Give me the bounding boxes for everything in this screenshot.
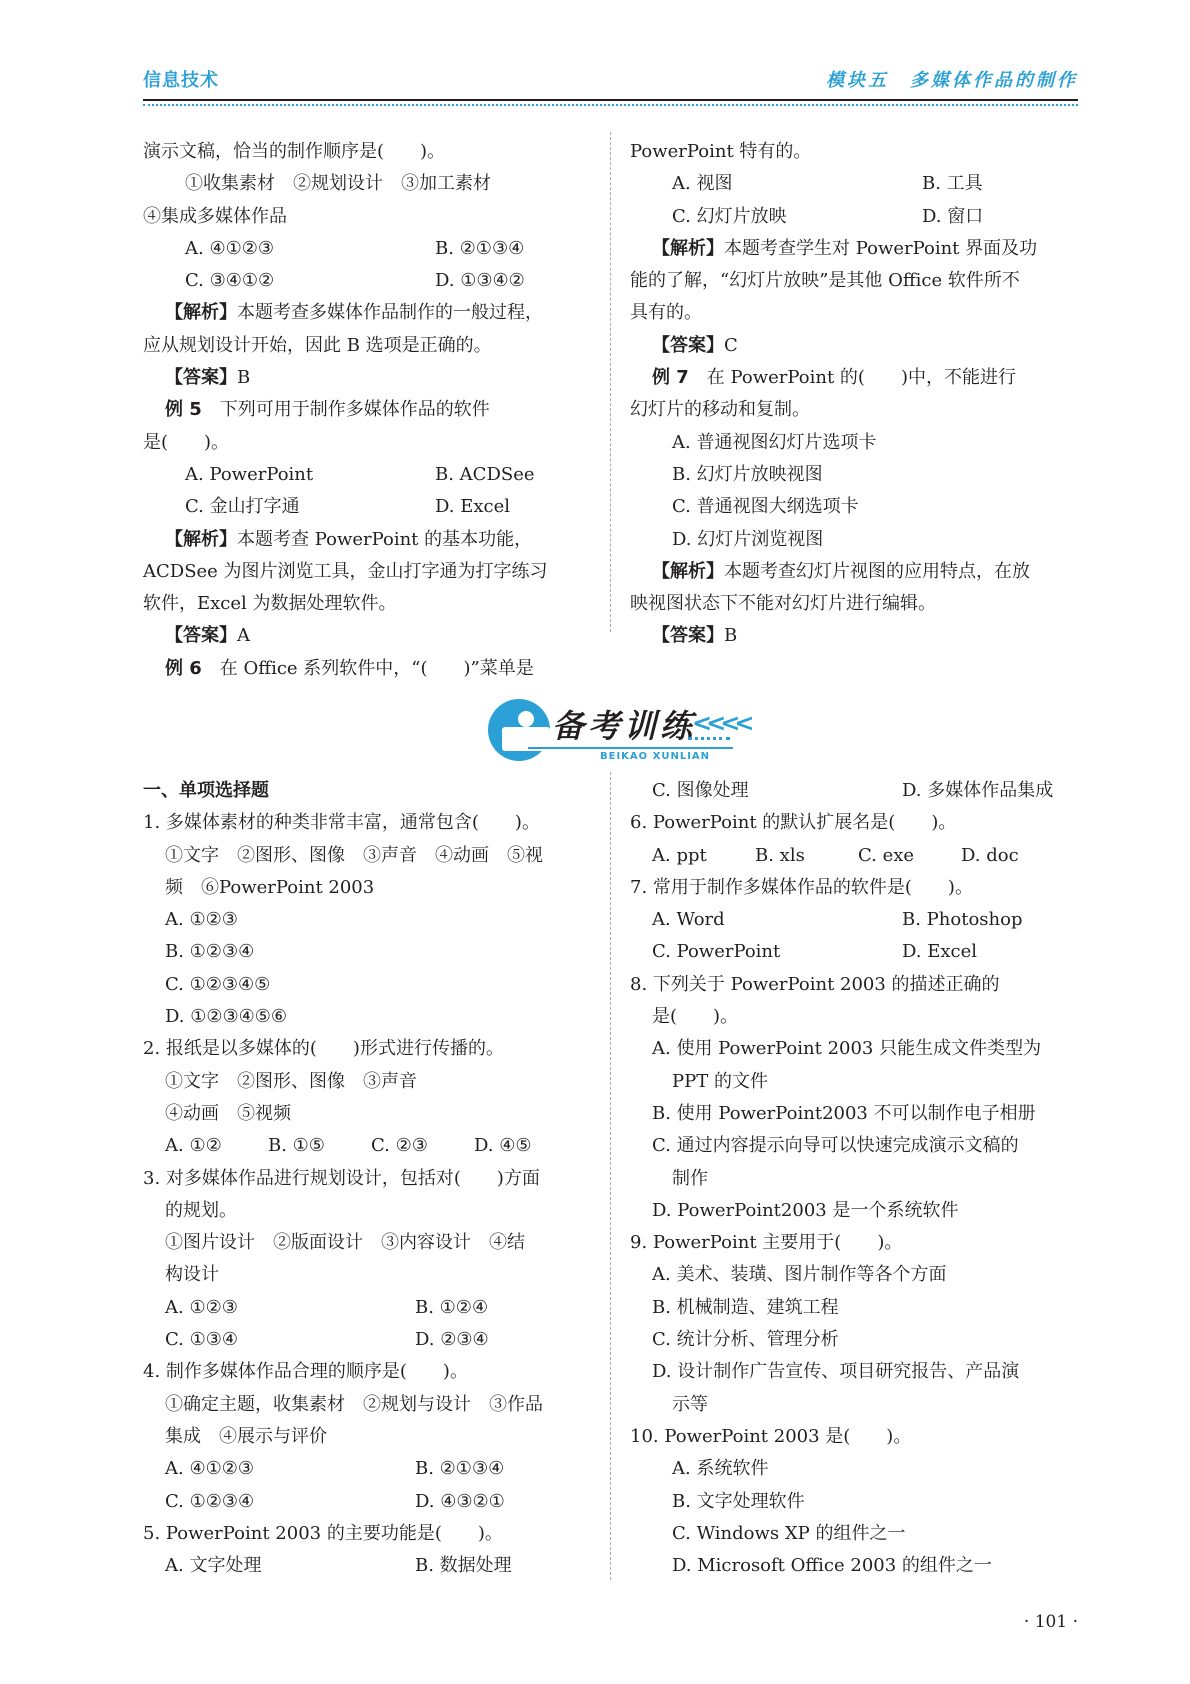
option: D. ④⑤ [474, 1135, 532, 1157]
option-cont: PPT 的文件 [672, 1070, 768, 1092]
question-items: ④动画 ⑤视频 [165, 1102, 291, 1124]
answer-value: A [237, 625, 250, 647]
option: C. ①②③④⑤ [165, 973, 271, 995]
chevron-left-icon: <<<< [692, 709, 749, 737]
question-8: 8. 下列关于 PowerPoint 2003 的描述正确的 [630, 973, 1000, 995]
option: C. 金山打字通 [185, 496, 300, 518]
option-cont: 示等 [672, 1393, 708, 1415]
option: B. Photoshop [902, 909, 1023, 931]
option: D. 设计制作广告宣传、项目研究报告、产品演 [652, 1361, 1020, 1383]
option: B. 机械制造、建筑工程 [652, 1296, 839, 1318]
example-label: 例 5 [165, 399, 202, 421]
banner-underline [528, 747, 733, 749]
answer-line [630, 330, 1080, 362]
question-7: 7. 常用于制作多媒体作品的软件是( )。 [630, 876, 973, 898]
option: A. ④①②③ [165, 1458, 254, 1480]
question-items: 频 ⑥PowerPoint 2003 [165, 876, 375, 898]
option-row [630, 840, 1080, 872]
option-row [630, 936, 1080, 968]
option: A. 普通视图幻灯片选项卡 [672, 431, 877, 453]
answer-line [630, 620, 1080, 652]
text-line: PowerPoint 特有的。 [630, 141, 812, 162]
option-row [143, 1292, 593, 1324]
text-line: 具有的。 [630, 302, 702, 324]
book-apple-logo-icon [488, 699, 550, 761]
analysis-line [143, 524, 593, 556]
question-items: 构设计 [165, 1264, 219, 1286]
option: A. PowerPoint [185, 463, 314, 485]
answer-tag: 【答案】 [165, 625, 237, 647]
option-row [143, 491, 593, 523]
header-subject: 信息技术 [143, 70, 219, 91]
analysis-tag: 【解析】 [165, 528, 237, 550]
question-2: 2. 报纸是以多媒体的( )形式进行传播的。 [143, 1038, 504, 1060]
option: D. 多媒体作品集成 [902, 780, 1054, 801]
text-line: 应从规划设计开始，因此 B 选项是正确的。 [143, 334, 492, 356]
analysis-tag: 【解析】 [165, 302, 237, 324]
column-divider-lower [610, 772, 611, 1580]
option: A. ④①②③ [185, 237, 274, 259]
option: B. 文字处理软件 [672, 1490, 805, 1512]
example-label: 例 7 [652, 367, 689, 389]
example-text: 在 PowerPoint 的( )中，不能进行 [688, 367, 1016, 389]
option-cont: 制作 [672, 1167, 708, 1189]
option: B. 幻灯片放映视图 [672, 463, 823, 485]
option: C. PowerPoint [652, 941, 781, 963]
option: A. 文字处理 [165, 1555, 262, 1577]
option: B. ①②④ [415, 1296, 489, 1318]
option-row [143, 1486, 593, 1518]
question-3-cont: 的规划。 [165, 1199, 237, 1221]
example-line [630, 362, 1080, 394]
option: C. ①②③④ [165, 1490, 255, 1512]
column-divider-upper [610, 132, 611, 632]
option: B. ①⑤ [268, 1135, 325, 1157]
question-8-cont: 是( )。 [652, 1006, 739, 1028]
answer-value: C [724, 334, 738, 356]
answer-value: B [724, 625, 738, 647]
example-text: 在 Office 系列软件中，“( )”菜单是 [201, 657, 534, 679]
option: B. xls [755, 844, 805, 866]
question-4: 4. 制作多媒体作品合理的顺序是( )。 [143, 1361, 468, 1383]
example-text: 下列可用于制作多媒体作品的软件 [201, 399, 490, 421]
lower-left-column [143, 775, 593, 1582]
option-row [143, 1550, 593, 1582]
question-1: 1. 多媒体素材的种类非常丰富，通常包含( )。 [143, 812, 540, 834]
option: A. 视图 [672, 173, 733, 195]
analysis-line [143, 297, 593, 329]
option: D. Excel [902, 941, 978, 963]
upper-right-column [630, 136, 1080, 653]
answer-value: B [237, 367, 251, 389]
text-line: 是( )。 [143, 431, 230, 453]
header-rule [143, 99, 1078, 101]
option: D. PowerPoint2003 是一个系统软件 [652, 1199, 959, 1221]
option: A. ppt [652, 844, 707, 866]
option-row [143, 1130, 593, 1162]
option: D. doc [961, 844, 1019, 866]
question-items: 集成 ④展示与评价 [165, 1425, 327, 1447]
text-line: ACDSee 为图片浏览工具，金山打字通为打字练习 [143, 560, 548, 582]
text-line: 演示文稿，恰当的制作顺序是( )。 [143, 141, 446, 162]
option: A. Word [652, 909, 725, 931]
option: D. 幻灯片浏览视图 [672, 528, 824, 550]
page-number: · 101 · [1023, 1612, 1078, 1632]
option: D. ①③④② [435, 270, 525, 292]
header-dotted-rule [143, 104, 1078, 106]
option: C. ①③④ [165, 1329, 238, 1351]
analysis-text: 本题考查多媒体作品制作的一般过程， [237, 302, 543, 324]
option: D. Microsoft Office 2003 的组件之一 [672, 1555, 992, 1577]
option-row [143, 459, 593, 491]
option-row [630, 904, 1080, 936]
option: C. Windows XP 的组件之一 [672, 1522, 906, 1544]
option: B. 使用 PowerPoint2003 不可以制作电子相册 [652, 1102, 1036, 1124]
answer-tag: 【答案】 [652, 625, 724, 647]
analysis-text: 本题考查学生对 PowerPoint 界面及功 [724, 237, 1038, 259]
upper-left-column [143, 136, 593, 685]
text-line: 映视图状态下不能对幻灯片进行编辑。 [630, 593, 936, 615]
question-6: 6. PowerPoint 的默认扩展名是( )。 [630, 812, 957, 834]
option: B. 工具 [922, 173, 983, 195]
question-items: ①图片设计 ②版面设计 ③内容设计 ④结 [165, 1232, 525, 1254]
header-module: 模块五 多媒体作品的制作 [826, 70, 1078, 91]
question-10: 10. PowerPoint 2003 是( )。 [630, 1425, 912, 1447]
lower-right-column [630, 775, 1080, 1582]
option: A. ①②③ [165, 909, 238, 931]
option: D. 窗口 [922, 205, 984, 227]
option: C. exe [858, 844, 915, 866]
option: D. ②③④ [415, 1329, 489, 1351]
option: B. ACDSee [435, 463, 535, 485]
option: B. 数据处理 [415, 1555, 512, 1577]
option: B. ②①③④ [415, 1458, 505, 1480]
option-row [143, 1453, 593, 1485]
option: B. ②①③④ [435, 237, 525, 259]
practice-banner [488, 697, 749, 767]
analysis-tag: 【解析】 [652, 237, 724, 259]
option-row [143, 1324, 593, 1356]
text-line: 幻灯片的移动和复制。 [630, 399, 810, 421]
option: C. 普通视图大纲选项卡 [672, 496, 859, 518]
option: C. ②③ [371, 1135, 428, 1157]
option: C. 图像处理 [652, 780, 749, 801]
text-line: 能的了解，“幻灯片放映”是其他 Office 软件所不 [630, 270, 1020, 292]
option: C. ③④①② [185, 270, 275, 292]
question-9: 9. PowerPoint 主要用于( )。 [630, 1232, 903, 1254]
option: C. 幻灯片放映 [672, 205, 787, 227]
answer-tag: 【答案】 [165, 367, 237, 389]
analysis-text: 本题考查 PowerPoint 的基本功能， [237, 528, 533, 550]
analysis-line [630, 233, 1080, 265]
analysis-tag: 【解析】 [652, 560, 724, 582]
answer-line [143, 620, 593, 652]
option: A. ①②③ [165, 1296, 238, 1318]
option-row [630, 201, 1080, 233]
answer-line [143, 362, 593, 394]
option: A. 使用 PowerPoint 2003 只能生成文件类型为 [652, 1038, 1042, 1060]
option: C. 通过内容提示向导可以快速完成演示文稿的 [652, 1135, 1019, 1157]
question-items: ①文字 ②图形、图像 ③声音 ④动画 ⑤视 [165, 844, 543, 866]
option: A. 系统软件 [672, 1458, 769, 1480]
analysis-text: 本题考查幻灯片视图的应用特点，在放 [724, 560, 1030, 582]
option-row [630, 168, 1080, 200]
banner-dots [688, 737, 730, 740]
option: D. ④③②① [415, 1490, 505, 1512]
option-row [630, 775, 1080, 807]
text-line: ④集成多媒体作品 [143, 205, 287, 227]
section-title: 一、单项选择题 [143, 780, 269, 801]
option-row [143, 233, 593, 265]
analysis-line [630, 556, 1080, 588]
question-3: 3. 对多媒体作品进行规划设计，包括对( )方面 [143, 1167, 540, 1189]
option-row [143, 265, 593, 297]
banner-subtitle: BEIKAO XUNLIAN [600, 751, 711, 762]
banner-title: 备考训练 [552, 707, 697, 745]
example-label: 例 6 [165, 657, 202, 679]
answer-tag: 【答案】 [652, 334, 724, 356]
option: C. 统计分析、管理分析 [652, 1329, 839, 1351]
option: A. 美术、装璜、图片制作等各个方面 [652, 1264, 947, 1286]
question-5: 5. PowerPoint 2003 的主要功能是( )。 [143, 1522, 503, 1544]
question-items: ①文字 ②图形、图像 ③声音 [165, 1070, 417, 1092]
option: D. ①②③④⑤⑥ [165, 1006, 288, 1028]
question-items: ①确定主题，收集素材 ②规划与设计 ③作品 [165, 1393, 543, 1415]
text-line: 软件，Excel 为数据处理软件。 [143, 593, 397, 615]
example-line [143, 653, 593, 685]
example-line [143, 394, 593, 426]
option: D. Excel [435, 496, 511, 518]
option: A. ①② [165, 1135, 222, 1157]
text-line: ①收集素材 ②规划设计 ③加工素材 [185, 173, 491, 195]
option: B. ①②③④ [165, 941, 255, 963]
